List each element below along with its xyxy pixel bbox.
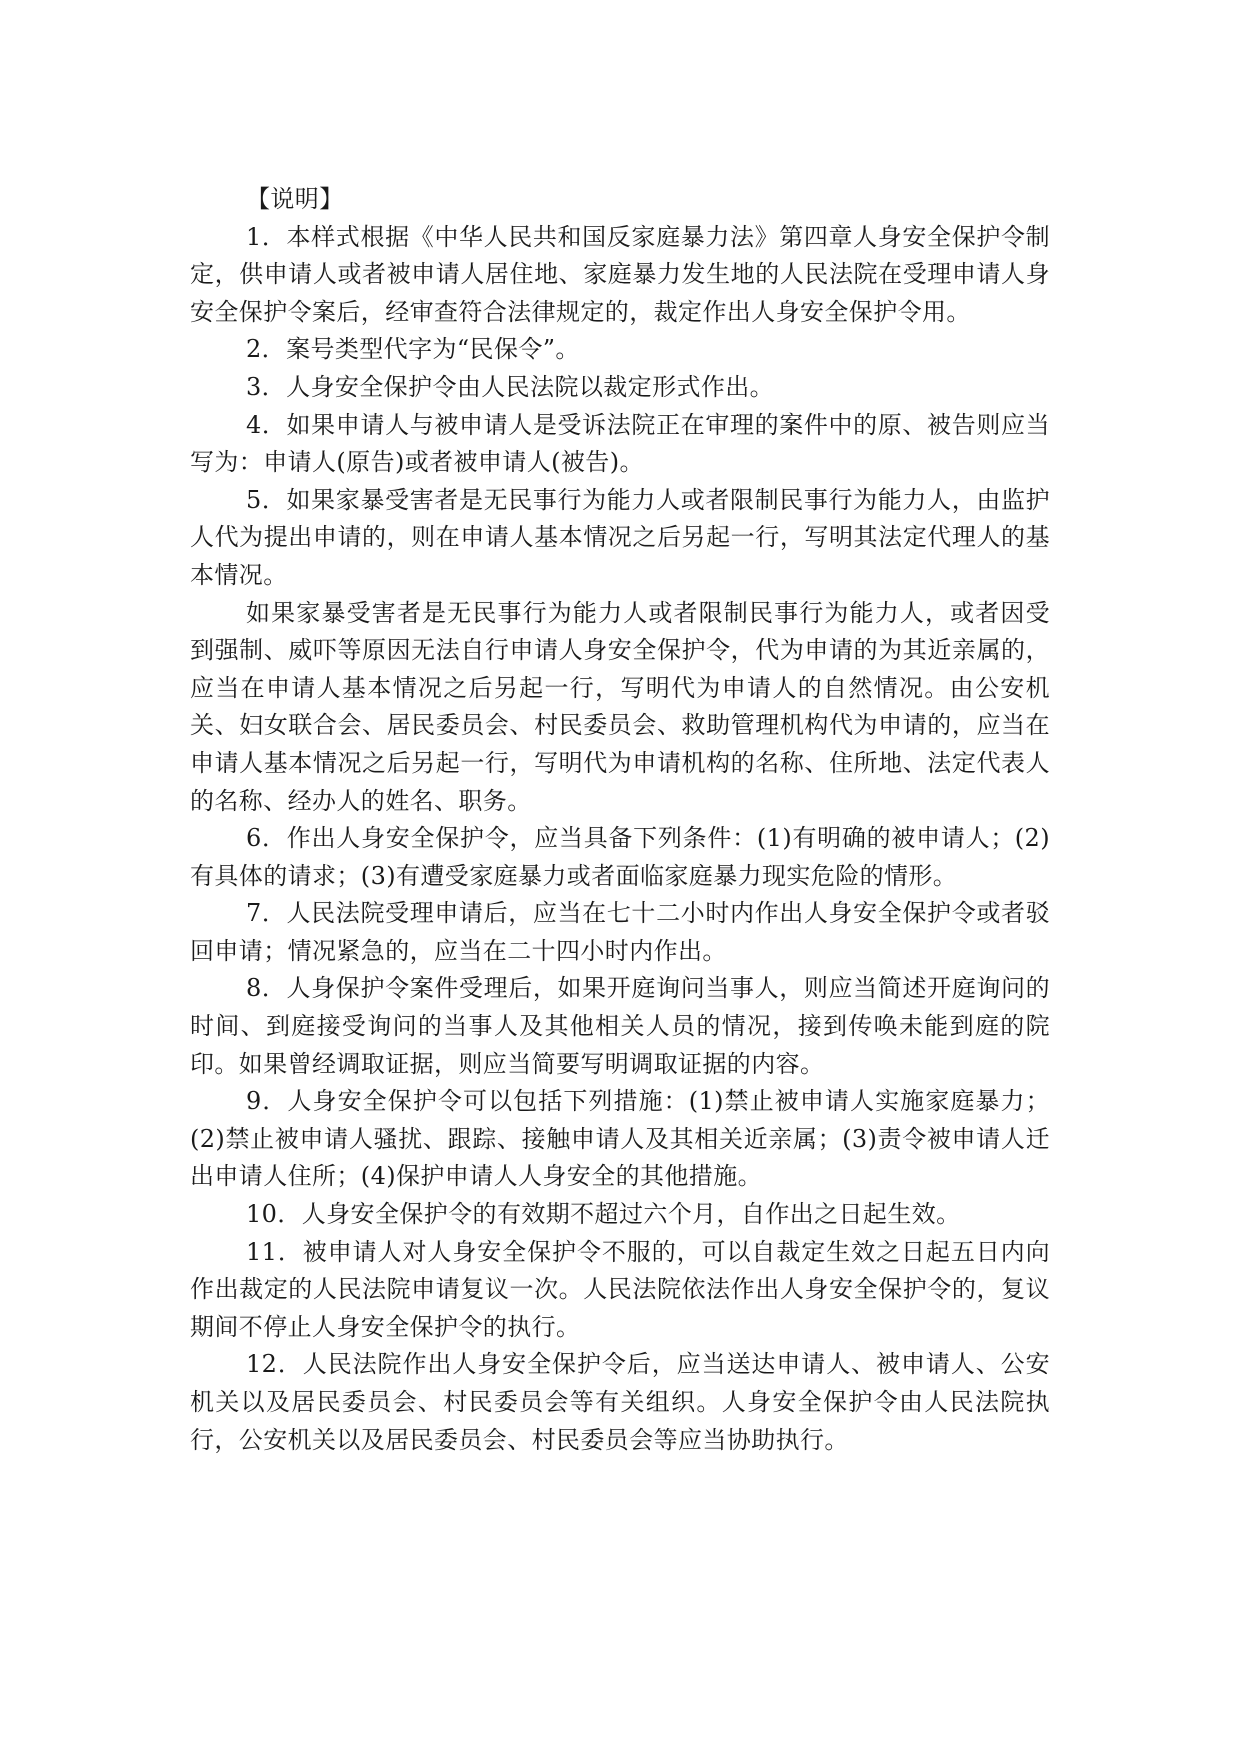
instruction-paragraph-4: 4．如果申请人与被申请人是受诉法院正在审理的案件中的原、被告则应当写为：申请人(原告)或者被申请人(被告)。: [190, 410, 1050, 477]
instruction-paragraph-3: 3．人身安全保护令由人民法院以裁定形式作出。: [246, 372, 775, 401]
instruction-paragraph-5: 5．如果家暴受害者是无民事行为能力人或者限制民事行为能力人，由监护人代为提出申请的，则在申请人基本情况之后另起一行，写明其法定代理人的基本情况。: [190, 485, 1050, 589]
instructions-heading: 【说明】: [246, 185, 344, 213]
instruction-paragraph-5-continued: 如果家暴受害者是无民事行为能力人或者限制民事行为能力人，或者因受到强制、威吓等原因无法自行申请人身安全保护令，代为申请的为其近亲属的，应当在申请人基本情况之后另起一行，写明代为申请人的自然情况。由公安机关、妇女联合会、居民委员会、村民委员会、救助管理机构代为申请的，应当在申请人基本情况之后另起一行，写明代为申请机构的名称、住所地、法定代表人的名称、经办人的姓名、职务。: [190, 598, 1050, 815]
instruction-paragraph-2: 2．案号类型代字为“民保令”。: [246, 335, 580, 364]
instruction-paragraph-6: 6．作出人身安全保护令，应当具备下列条件：(1)有明确的被申请人；(2)有具体的请求；(3)有遭受家庭暴力或者面临家庭暴力现实危险的情形。: [190, 824, 1050, 890]
instruction-paragraph-7: 7．人民法院受理申请后，应当在七十二小时内作出人身安全保护令或者驳回申请；情况紧急的，应当在二十四小时内作出。: [190, 899, 1050, 965]
instruction-paragraph-12: 12．人民法院作出人身安全保护令后，应当送达申请人、被申请人、公安机关以及居民委员会、村民委员会等有关组织。人身安全保护令由人民法院执行，公安机关以及居民委员会、村民委员会等应当协助执行。: [190, 1350, 1050, 1454]
instruction-paragraph-10: 10．人身安全保护令的有效期不超过六个月，自作出之日起生效。: [246, 1200, 961, 1229]
instructions-body: [190, 181, 1050, 1459]
instruction-paragraph-11: 11．被申请人对人身安全保护令不服的，可以自裁定生效之日起五日内向作出裁定的人民法院申请复议一次。人民法院依法作出人身安全保护令的，复议期间不停止人身安全保护令的执行。: [190, 1237, 1050, 1341]
instruction-paragraph-1: 1．本样式根据《中华人民共和国反家庭暴力法》第四章人身安全保护令制定，供申请人或者被申请人居住地、家庭暴力发生地的人民法院在受理申请人身安全保护令案后，经审查符合法律规定的，裁定作出人身安全保护令用。: [190, 222, 1050, 326]
instruction-paragraph-8: 8．人身保护令案件受理后，如果开庭询问当事人，则应当简述开庭询问的时间、到庭接受询问的当事人及其他相关人员的情况，接到传唤未能到庭的院印。如果曾经调取证据，则应当简要写明调取证据的内容。: [190, 974, 1050, 1078]
instruction-paragraph-9: 9．人身安全保护令可以包括下列措施：(1)禁止被申请人实施家庭暴力；(2)禁止被申请人骚扰、跟踪、接触申请人及其相关近亲属；(3)责令被申请人迁出申请人住所；(4)保护申请人人身安全的其他措施。: [190, 1087, 1050, 1191]
